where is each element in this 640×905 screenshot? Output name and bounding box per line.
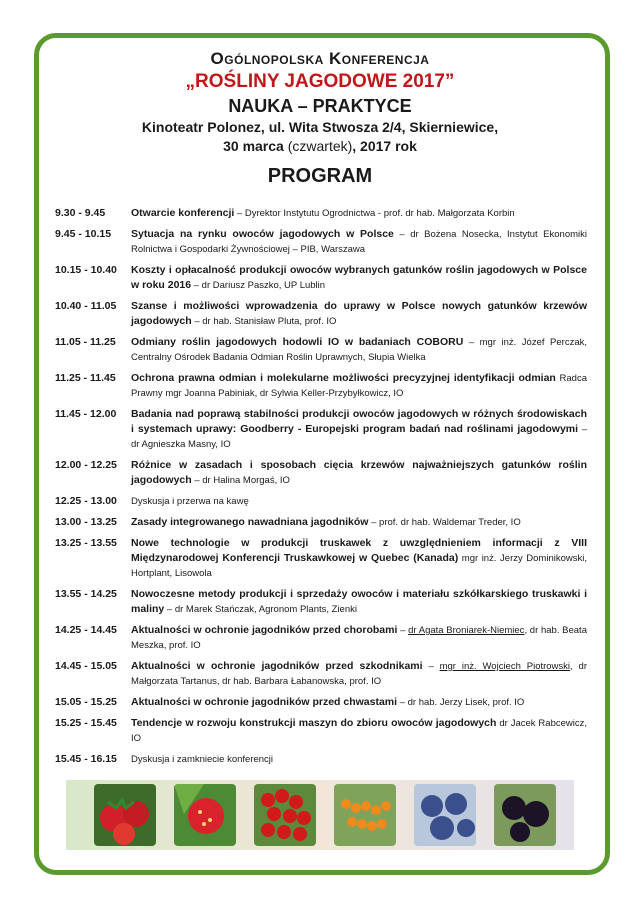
program-item xyxy=(55,371,587,401)
item-description xyxy=(131,695,587,710)
item-time: 9.30 - 9.45 xyxy=(55,207,106,219)
item-time: 13.00 - 13.25 xyxy=(55,516,117,528)
program-item xyxy=(55,536,587,581)
program-list xyxy=(55,206,587,773)
item-time: 12.00 - 12.25 xyxy=(55,459,117,471)
sea-buckthorn-icon xyxy=(334,784,396,846)
item-description xyxy=(131,623,587,653)
program-item xyxy=(55,716,587,746)
item-description xyxy=(131,659,587,689)
blackberries-icon xyxy=(494,784,556,846)
item-time: 13.55 - 14.25 xyxy=(55,588,117,600)
item-description xyxy=(131,206,587,221)
item-time: 11.45 - 12.00 xyxy=(55,408,117,420)
item-description xyxy=(131,335,587,365)
program-item xyxy=(55,407,587,452)
item-title: Szanse i możliwości wprowadzenia do uprawy w Polsce nowych gatunków krzewów jagodowych xyxy=(131,300,587,327)
conference-title: „ROŚLINY JAGODOWE 2017” xyxy=(185,71,455,92)
program-item xyxy=(55,299,587,329)
item-speaker: – dr Bożena Nosecka, Instytut Ekonomiki Rolnictwa i Gospodarki Żywnościowej – PIB, Warszawa xyxy=(131,229,587,255)
program-item xyxy=(55,695,587,710)
item-time: 12.25 - 13.00 xyxy=(55,495,117,507)
program-item xyxy=(55,206,587,221)
item-speaker: – Dyrektor Instytutu Ogrodnictwa - prof. dr hab. Małgorzata Korbin xyxy=(234,208,515,219)
item-time: 11.25 - 11.45 xyxy=(55,372,116,384)
item-description xyxy=(131,299,587,329)
item-title: Nowe technologie w produkcji truskawek z uwzględnieniem informacji z VIII Międzynarodowej Konferencji Truskawkowej w Quebec (Kanada) xyxy=(131,537,587,564)
blueberries-icon xyxy=(414,784,476,846)
program-item xyxy=(55,227,587,257)
item-speaker: – dr hab. Stanisław Pluta, prof. IO xyxy=(191,316,337,327)
item-speaker: mgr inż. Jerzy Dominikowski, Hortplant, Lisowola xyxy=(131,553,587,579)
item-speaker: – prof. dr hab. Waldemar Treder, IO xyxy=(368,517,521,528)
date xyxy=(40,137,600,156)
redcurrants-icon xyxy=(254,784,316,846)
item-time: 10.40 - 11.05 xyxy=(55,300,117,312)
program-item xyxy=(55,515,587,530)
item-title: Aktualności w ochronie jagodników przed szkodnikami xyxy=(131,660,423,672)
item-title: Ochrona prawna odmian i molekularne możliwości precyzyjnej identyfikacji odmian xyxy=(131,372,556,384)
item-speaker-main: mgr inż. Wojciech Piotrowski xyxy=(439,661,571,672)
item-title: Różnice w zasadach i sposobach cięcia krzewów najważniejszych gatunków roślin jagodowych xyxy=(131,459,587,486)
item-speaker: – dr Halina Morgaś, IO xyxy=(191,475,290,486)
program-item xyxy=(55,335,587,365)
program-item xyxy=(55,659,587,689)
strawberries-leaf-icon xyxy=(174,784,236,846)
item-title: Tendencje w rozwoju konstrukcji maszyn do zbioru owoców jagodowych xyxy=(131,717,497,729)
item-description xyxy=(131,227,587,257)
item-speaker-others: , dr hab. Beata Meszka, prof. IO xyxy=(131,625,587,651)
item-title: Koszty i opłacalność produkcji owoców wybranych gatunków roślin jagodowych w Polsce w roku 2016 xyxy=(131,264,587,291)
item-description xyxy=(131,587,587,617)
item-title: Otwarcie konferencji xyxy=(131,207,235,219)
item-speaker: – dr Agnieszka Masny, IO xyxy=(131,424,587,450)
item-title: Aktualności w ochronie jagodników przed chorobami xyxy=(131,624,398,636)
item-speaker: – mgr inż. Józef Perczak, Centralny Ośrodek Badania Odmian Roślin Uprawnych, Słupia Wielka xyxy=(131,337,587,363)
strawberries-icon xyxy=(94,784,156,846)
item-speaker-others: , dr Małgorzata Tartanus, dr hab. Barbara Łabanowska, prof. IO xyxy=(131,661,588,687)
item-description xyxy=(131,407,587,452)
item-speaker: – dr Dariusz Paszko, UP Lublin xyxy=(191,280,326,291)
item-description xyxy=(131,515,587,530)
item-time: 15.25 - 15.45 xyxy=(55,717,117,729)
program-item xyxy=(55,494,587,509)
item-description xyxy=(131,536,587,581)
item-description xyxy=(131,716,587,746)
header xyxy=(40,48,600,188)
venue: Kinoteatr Polonez, ul. Wita Stwosza 2/4, Skierniewice, xyxy=(141,119,499,135)
item-time: 15.45 - 16.15 xyxy=(55,753,117,765)
item-description xyxy=(131,263,587,293)
conference-subtitle: NAUKA – PRAKTYCE xyxy=(228,96,412,116)
item-time: 15.05 - 15.25 xyxy=(55,696,117,708)
item-description xyxy=(131,494,587,509)
item-description xyxy=(131,371,587,401)
program-item xyxy=(55,752,587,767)
program-heading: PROGRAM xyxy=(267,165,373,187)
date-weekday: (czwartek) xyxy=(283,138,353,154)
item-time: 11.05 - 11.25 xyxy=(55,336,116,348)
item-title: Aktualności w ochronie jagodników przed chwastami xyxy=(131,696,398,708)
program-item xyxy=(55,623,587,653)
conference-type: Ogólnopolska Konferencja xyxy=(210,49,430,68)
item-speaker: – dr Marek Stańczak, Agronom Plants, Zienki xyxy=(164,604,357,615)
date-day: 30 marca xyxy=(223,138,284,154)
item-description xyxy=(131,752,587,767)
item-time: 10.15 - 10.40 xyxy=(55,264,117,276)
item-speaker: dr Jacek Rabcewicz, IO xyxy=(131,718,588,744)
fruit-photo-strip xyxy=(66,780,574,850)
item-title: Odmiany roślin jagodowych hodowli IO w badaniach COBORU xyxy=(131,336,464,348)
item-speaker: Dyskusja i zamkniecie konferencji xyxy=(131,754,274,765)
item-speaker-main: dr Agata Broniarek-Niemiec xyxy=(408,625,525,636)
item-time: 14.45 - 15.05 xyxy=(55,660,117,672)
item-speaker: Radca Prawny mgr Joanna Pabiniak, dr Sylwia Keller-Przybyłkowicz, IO xyxy=(131,373,587,399)
program-item xyxy=(55,587,587,617)
item-speaker: – dr hab. Jerzy Lisek, prof. IO xyxy=(397,697,525,708)
item-speaker: – xyxy=(397,625,409,636)
item-speaker: Dyskusja i przerwa na kawę xyxy=(131,496,249,507)
item-title: Badania nad poprawą stabilności produkcji owoców jagodowych w różnych środowiskach i systemach uprawy: Goodberry - Europejski program badań nad roślinami jagodowymi xyxy=(131,408,587,435)
item-speaker: – xyxy=(422,661,440,672)
date-year: , 2017 rok xyxy=(352,138,417,154)
item-title: Zasady integrowanego nawadniana jagodników xyxy=(131,516,369,528)
item-time: 9.45 - 10.15 xyxy=(55,228,112,240)
item-description xyxy=(131,458,587,488)
item-title: Nowoczesne metody produkcji i sprzedaży owoców i materiału szkółkarskiego truskawki i maliny xyxy=(131,588,587,615)
item-time: 13.25 - 13.55 xyxy=(55,537,117,549)
item-time: 14.25 - 14.45 xyxy=(55,624,117,636)
program-item xyxy=(55,263,587,293)
item-title: Sytuacja na rynku owoców jagodowych w Polsce xyxy=(131,228,394,240)
program-item xyxy=(55,458,587,488)
